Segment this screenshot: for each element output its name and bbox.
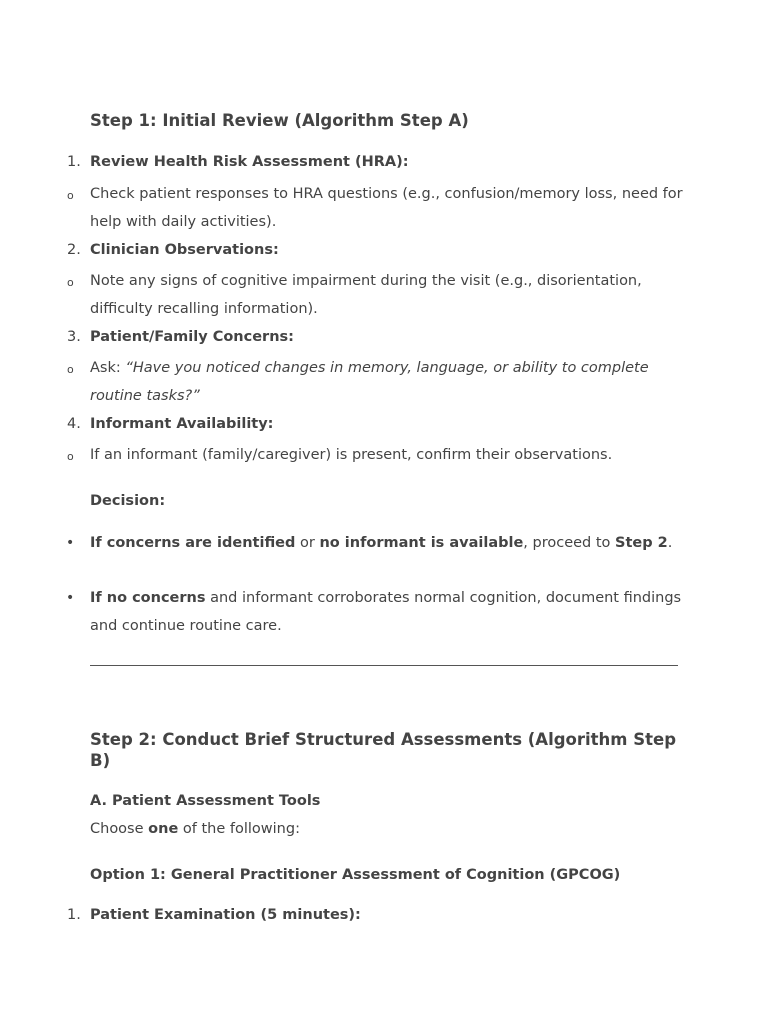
bold-text: Step 2 xyxy=(615,535,668,551)
sub-bullet-marker: o xyxy=(67,276,74,289)
bold-text: no informant is available xyxy=(319,535,524,551)
item-detail-clinician: Note any signs of cognitive impairment during the visit (e.g., disorientation, difficulty recalling information). xyxy=(90,273,642,317)
step2-heading: Step 2: Conduct Brief Structured Assessments (Algorithm Step B) xyxy=(90,730,677,770)
item-label-clinician: Clinician Observations: xyxy=(90,242,279,258)
item-label-hra: Review Health Risk Assessment (HRA): xyxy=(90,154,409,170)
item-detail-informant: If an informant (family/caregiver) is present, confirm their observations. xyxy=(90,447,613,463)
bold-text: If no concerns xyxy=(90,590,206,606)
item-number: 2. xyxy=(67,242,81,258)
option1-heading: Option 1: General Practitioner Assessment of Cognition (GPCOG) xyxy=(90,867,621,883)
detail-quote: “Have you noticed changes in memory, language, or ability to complete routine tasks?” xyxy=(90,360,649,404)
sub-bullet-marker: o xyxy=(67,450,74,463)
decision-bullet-proceed xyxy=(90,529,685,557)
item-number: 1. xyxy=(67,907,81,923)
item-number: 4. xyxy=(67,416,81,432)
item-label-informant: Informant Availability: xyxy=(90,416,274,432)
decision-bullet-routine xyxy=(90,584,685,640)
horizontal-divider xyxy=(90,665,678,666)
bold-text: one xyxy=(148,821,179,837)
item-detail-hra: Check patient responses to HRA questions (e.g., confusion/memory loss, need for help with daily activities). xyxy=(90,186,683,230)
item-number: 1. xyxy=(67,154,81,170)
sub-bullet-marker: o xyxy=(67,189,74,202)
text: of the following: xyxy=(178,821,300,837)
bullet-marker: • xyxy=(66,590,75,606)
bold-text: If concerns are identified xyxy=(90,535,296,551)
text: and informant corroborates normal cognition, document findings and continue routine care. xyxy=(90,590,682,634)
step1-heading: Step 1: Initial Review (Algorithm Step A) xyxy=(90,111,469,130)
item-label-patient-exam: Patient Examination (5 minutes): xyxy=(90,907,361,923)
item-label-concerns: Patient/Family Concerns: xyxy=(90,329,294,345)
text: Choose xyxy=(90,821,149,837)
text: , proceed to xyxy=(523,535,616,551)
detail-prefix: Ask: xyxy=(90,360,126,376)
item-detail-concerns xyxy=(90,354,685,410)
text: . xyxy=(667,535,673,551)
bullet-marker: • xyxy=(66,535,75,551)
sub-bullet-marker: o xyxy=(67,363,74,376)
section-a-heading: A. Patient Assessment Tools xyxy=(90,793,321,809)
text: or xyxy=(295,535,320,551)
choose-instruction xyxy=(90,815,685,843)
item-number: 3. xyxy=(67,329,81,345)
decision-heading: Decision: xyxy=(90,493,166,509)
